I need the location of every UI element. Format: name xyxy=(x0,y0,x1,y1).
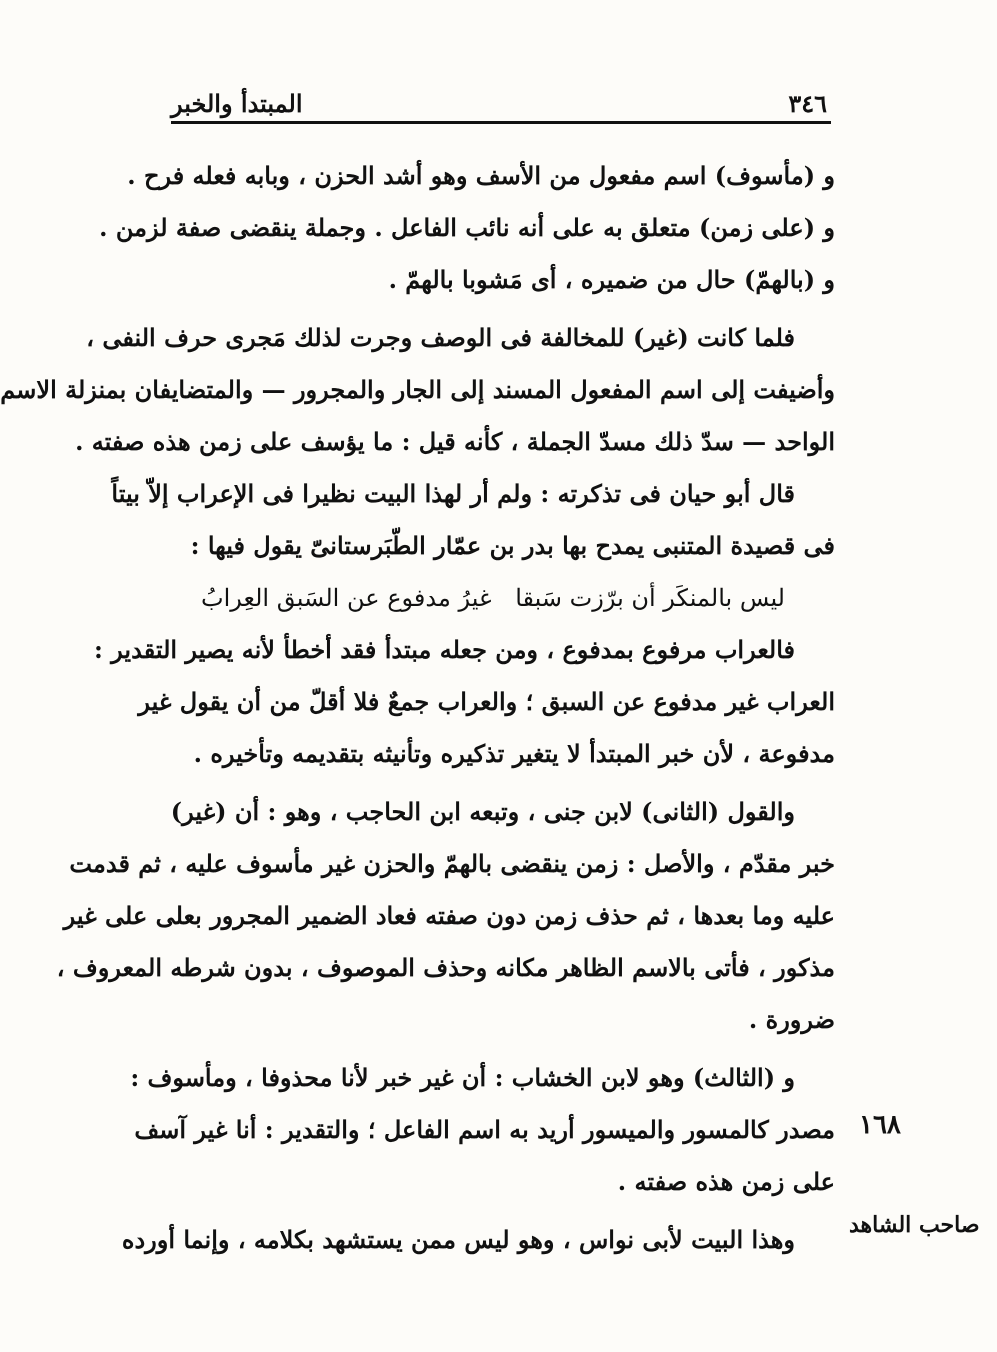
text-line: و (على زمن) متعلق به على أنه نائب الفاعل . وجملة ينقضى صفة لزمن . xyxy=(99,213,835,242)
verse-second-hemistich: غيرُ مدفوع عن السَبق العِرابُ xyxy=(201,584,492,612)
margin-number: ١٦٨ xyxy=(859,1110,901,1140)
text-line: و (الثالث) وهو لابن الخشاب : أن غير خبر لأنا محذوفا ، ومأسوف : xyxy=(130,1063,795,1092)
margin-note: صاحب الشاهد xyxy=(849,1212,980,1238)
text-line: خبر مقدّم ، والأصل : زمن ينقضى بالهمّ والحزن غير مأسوف عليه ، ثم قدمت xyxy=(69,849,835,878)
page-body xyxy=(0,150,835,1266)
text-line: مذكور ، فأتى بالاسم الظاهر مكانه وحذف الموصوف ، بدون شرطه المعروف ، xyxy=(56,953,835,982)
text-line: والقول (الثانى) لابن جنى ، وتبعه ابن الحاجب ، وهو : أن (غير) xyxy=(170,797,795,826)
text-line: الواحد — سدّ ذلك مسدّ الجملة ، كأنه قيل : ما يؤسف على زمن هذه صفته . xyxy=(75,427,835,456)
text-line: وأضيفت إلى اسم المفعول المسند إلى الجار والمجرور — والمتضايفان بمنزلة الاسم xyxy=(0,375,835,404)
text-line: العراب غير مدفوع عن السبق ؛ والعراب جمعٌ فلا أقلّ من أن يقول غير xyxy=(138,687,835,716)
text-line: فالعراب مرفوع بمدفوع ، ومن جعله مبتدأ فقد أخطأ لأنه يصير التقدير : xyxy=(93,635,795,664)
text-line: مصدر كالمسور والميسور أريد به اسم الفاعل ؛ والتقدير : أنا غير آسف xyxy=(134,1115,835,1144)
running-title: المبتدأ والخبر xyxy=(171,89,303,118)
page-number: ٣٤٦ xyxy=(788,89,827,118)
text-line: عليه وما بعدها ، ثم حذف زمن دون صفته فعاد الضمير المجرور بعلى على غير xyxy=(63,901,835,930)
text-line: و (بالهمّ) حال من ضميره ، أى مَشوبا بالهمّ . xyxy=(388,265,835,294)
header-rule xyxy=(171,121,831,124)
text-line: على زمن هذه صفته . xyxy=(617,1167,835,1196)
text-line: قال أبو حيان فى تذكرته : ولم أر لهذا البيت نظيرا فى الإعراب إلاّ بيتاً xyxy=(111,479,795,508)
text-line: وهذا البيت لأبى نواس ، وهو ليس ممن يستشهد بكلامه ، وإنما أورده xyxy=(121,1225,795,1254)
text-line: ضرورة . xyxy=(748,1005,835,1034)
verse-first-hemistich: ليس بالمنكَر أن برّزت سَبقا xyxy=(515,584,785,612)
running-header xyxy=(171,78,827,118)
text-line: و (مأسوف) اسم مفعول من الأسف وهو أشد الحزن ، وبابه فعله فرح . xyxy=(127,161,835,190)
text-line: فى قصيدة المتنبى يمدح بها بدر بن عمّار الطّبَرستانىّ يقول فيها : xyxy=(190,531,835,560)
poetry-verse xyxy=(171,572,835,624)
text-line: مدفوعة ، لأن خبر المبتدأ لا يتغير تذكيره وتأنيثه بتقديمه وتأخيره . xyxy=(193,739,835,768)
text-line: فلما كانت (غير) للمخالفة فى الوصف وجرت لذلك مَجرى حرف النفى ، xyxy=(86,323,795,352)
